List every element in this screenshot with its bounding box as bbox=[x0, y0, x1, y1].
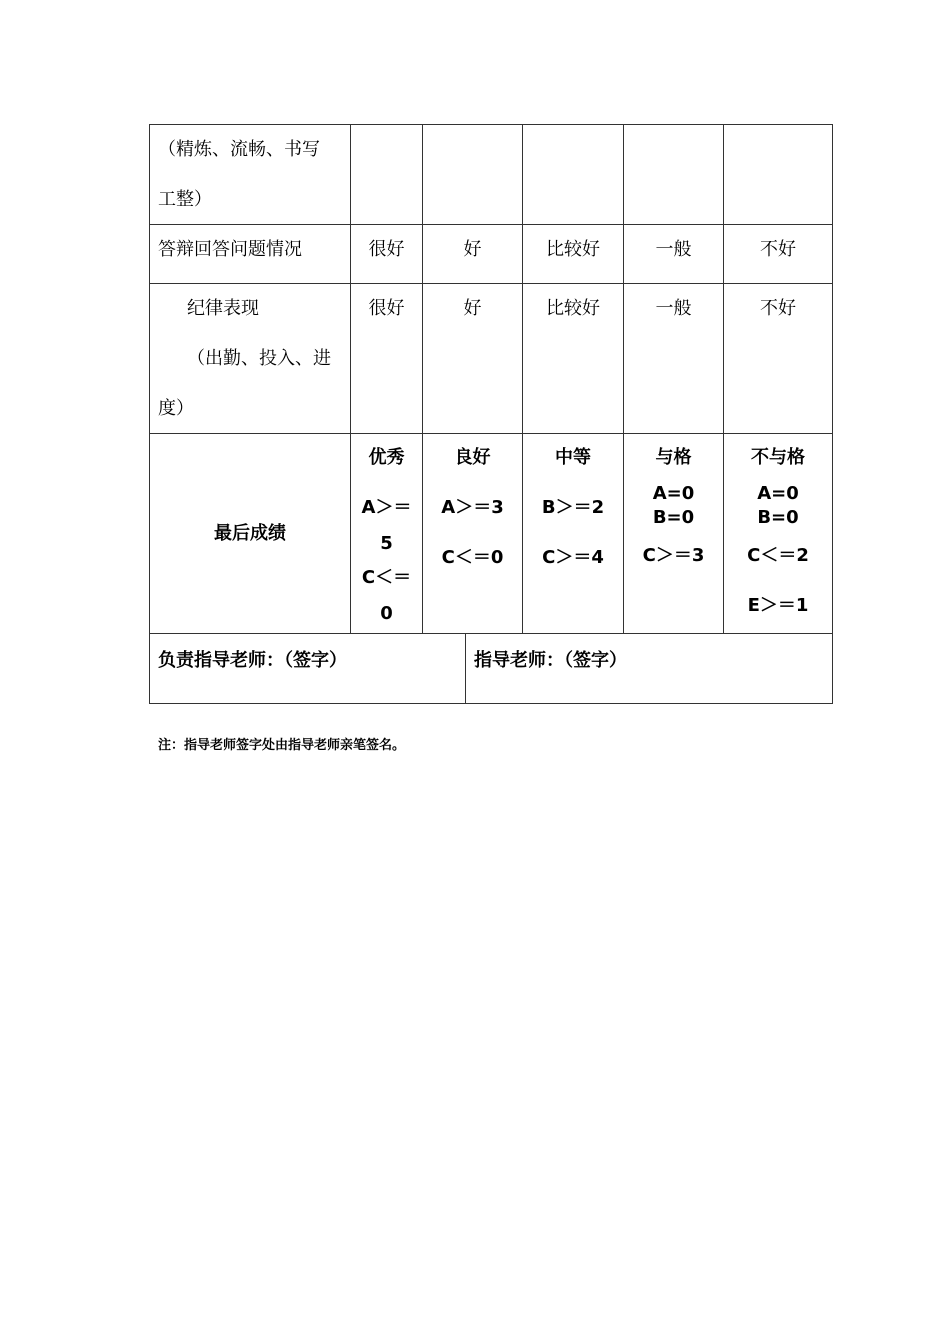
advisor-signature-cell bbox=[466, 634, 833, 704]
grade-fail-criterion-2: B=0 bbox=[757, 507, 799, 528]
responsible-advisor-signature-label: 负责指导老师：（签字） bbox=[158, 650, 347, 671]
row2-label: 答辩回答问题情况 bbox=[158, 239, 302, 260]
row3-option-5: 不好 bbox=[724, 284, 833, 434]
grade-medium-criterion-1: B＞＝2 bbox=[541, 497, 605, 518]
row1-label-line2: 工整） bbox=[158, 189, 212, 210]
grade-excellent-name: 优秀 bbox=[368, 447, 405, 468]
final-label: 最后成绩 bbox=[214, 523, 286, 544]
row1-cell-3 bbox=[523, 125, 624, 225]
grade-fail-block bbox=[724, 440, 832, 624]
row3-option-1: 很好 bbox=[351, 284, 423, 434]
evaluation-table bbox=[149, 124, 833, 704]
row3-option-4: 一般 bbox=[624, 284, 724, 434]
grade-excellent-criterion-4: 0 bbox=[380, 603, 393, 624]
grade-pass-criterion-2: B=0 bbox=[652, 507, 695, 528]
row3-label-line3: 度） bbox=[158, 398, 194, 419]
row1-cell-5 bbox=[724, 125, 833, 225]
final-label-cell bbox=[150, 434, 351, 634]
grade-fail-cell bbox=[724, 434, 833, 634]
grade-pass-criterion-1: A=0 bbox=[652, 483, 695, 504]
grade-good-name: 良好 bbox=[454, 447, 491, 468]
responsible-advisor-signature-cell bbox=[150, 634, 466, 704]
row1-cell-4 bbox=[624, 125, 724, 225]
row2-option-5: 不好 bbox=[724, 225, 833, 284]
grade-excellent-criterion-3: C＜＝ bbox=[361, 567, 412, 588]
grade-excellent-block bbox=[351, 440, 422, 632]
grade-pass-block bbox=[624, 440, 723, 574]
grade-good-criterion-2: C＜＝0 bbox=[441, 547, 504, 568]
grade-fail-criterion-3: C＜＝2 bbox=[747, 545, 809, 566]
row3-label-line2: （出勤、投入、进 bbox=[187, 348, 331, 369]
row1-cell-1 bbox=[351, 125, 423, 225]
row1-cell-2 bbox=[423, 125, 523, 225]
grade-good-cell bbox=[423, 434, 523, 634]
row2-option-4: 一般 bbox=[624, 225, 724, 284]
footnote: 注：指导老师签字处由指导老师亲笔签名。 bbox=[158, 738, 406, 753]
grade-fail-criterion-1: A=0 bbox=[757, 483, 799, 504]
grade-medium-cell bbox=[523, 434, 624, 634]
grade-fail-criterion-4: E＞＝1 bbox=[747, 595, 809, 616]
row3-option-3: 比较好 bbox=[523, 284, 624, 434]
grade-good-block bbox=[423, 440, 522, 576]
row3-label-line1: 纪律表现 bbox=[187, 298, 259, 319]
row1-label-cell bbox=[150, 125, 351, 225]
row2-option-1: 很好 bbox=[351, 225, 423, 284]
grade-pass-criterion-3: C＞＝3 bbox=[642, 545, 705, 566]
grade-excellent-criterion-2: 5 bbox=[380, 533, 393, 554]
row3-option-2: 好 bbox=[423, 284, 523, 434]
grade-fail-name: 不与格 bbox=[751, 447, 805, 468]
grade-medium-block bbox=[523, 440, 623, 576]
grade-pass-name: 与格 bbox=[655, 447, 692, 468]
grade-pass-cell bbox=[624, 434, 724, 634]
row2-label-cell bbox=[150, 225, 351, 284]
advisor-signature-label: 指导老师：（签字） bbox=[474, 650, 627, 671]
grade-good-criterion-1: A＞＝3 bbox=[441, 497, 504, 518]
row3-label-cell bbox=[150, 284, 351, 434]
row1-label-line1: （精炼、流畅、书写 bbox=[158, 139, 320, 160]
row2-option-3: 比较好 bbox=[523, 225, 624, 284]
grade-excellent-cell bbox=[351, 434, 423, 634]
grade-medium-name: 中等 bbox=[555, 447, 591, 468]
row2-option-2: 好 bbox=[423, 225, 523, 284]
grade-medium-criterion-2: C＞＝4 bbox=[542, 547, 604, 568]
grade-excellent-criterion-1: A＞＝ bbox=[361, 497, 412, 518]
